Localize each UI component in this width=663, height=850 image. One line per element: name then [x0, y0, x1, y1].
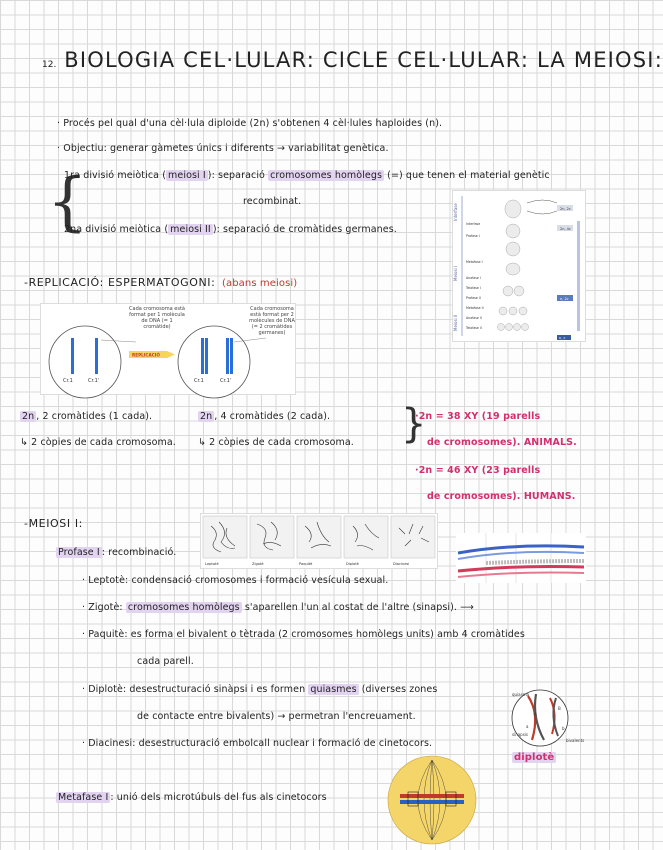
- definition-line: · Procés pel qual d'una cèl·lula diploide (2n) s'obtenen 4 cèl·lules haploides (n).: [57, 118, 443, 129]
- fig-label: sinapsis: [512, 732, 528, 737]
- stage-label: Diplotè: [346, 562, 359, 566]
- meiosis1-heading: -MEIOSI I:: [24, 517, 83, 530]
- synapsis-figure: [456, 533, 586, 583]
- stage-label: Leptotè: [205, 562, 219, 566]
- step-label: Telofase I: [466, 286, 481, 290]
- division1-line: 1ra divisió meiòtica ( meiosi I ): separació cromosomes homòlegs (=) que tenen el material genètic: [64, 170, 550, 181]
- stage-label: Paquitè: [299, 562, 313, 566]
- step-label: Anafase II: [466, 316, 482, 320]
- note-left-1: 2n , 2 cromàtides (1 cada).: [22, 411, 153, 422]
- fig-label: a: [526, 724, 529, 729]
- note-mid-2: ↳ 2 còpies de cada cromosoma.: [198, 437, 354, 448]
- chromosome-count-3: ·2n = 46 XY (23 parells: [415, 465, 541, 476]
- pachytene-line: · Paquitè: es forma el bivalent o tètrada (2 cromosomes homòlegs units) amb 4 cromàtides: [82, 629, 525, 640]
- caption-left: Cada cromosoma està format per 1 molècula de DNA (= 1 cromàtide): [129, 306, 185, 330]
- objective-line: · Objectiu: generar gàmetes únics i diferents → variabilitat genètica.: [57, 143, 389, 154]
- step-label: Anafase I: [466, 276, 481, 280]
- title-number: 12.: [42, 60, 57, 70]
- step-label: Profase I: [466, 234, 480, 238]
- caption-right: Cada cromosoma està format per 2 molècules de DNA (= 2 cromàtides germanes): [249, 306, 295, 336]
- step-label: Profase II: [466, 296, 481, 300]
- diplotene-cont: de contacte entre bivalents) → permetran l'encreuament.: [137, 711, 416, 722]
- fig-label: b: [562, 726, 565, 731]
- metaphase-svg: [384, 754, 480, 846]
- chromosome-count-1: ·2n = 38 XY (19 parells: [415, 411, 541, 422]
- diakinesis-line: · Diacinesi: desestructuració embolcall nuclear i formació de cinetocors.: [82, 738, 433, 749]
- diplotene-line: · Diplotè: desestructuració sinàpsi i es formen quiasmes (diverses zones: [82, 684, 438, 695]
- division1-cont: recombinat.: [243, 196, 302, 207]
- step-label: Metafase II: [466, 306, 484, 310]
- pachytene-cont: cada parell.: [137, 656, 194, 667]
- cr1-label: Cr.1: [194, 378, 204, 384]
- replication-heading: -REPLICACIÓ: ESPERMATOGONI:: [24, 276, 216, 289]
- division2-line: 2na divisió meiòtica ( meiosi II ): separació de cromàtides germanes.: [64, 224, 397, 235]
- meiosis-cycle-figure: [452, 190, 586, 342]
- prophase-stages-figure: [200, 513, 438, 569]
- stage-label: Zigotè: [252, 562, 264, 566]
- fig-label: quiasma: [512, 692, 530, 697]
- brace-right: }: [401, 401, 427, 447]
- step-label: Metafase I: [466, 260, 483, 264]
- note-left-2: ↳ 2 còpies de cada cromosoma.: [20, 437, 176, 448]
- note-mid-1: 2n , 4 cromàtides (2 cada).: [200, 411, 331, 422]
- fig-label: A: [534, 712, 537, 717]
- cycle-tag: n, 2c: [560, 297, 569, 301]
- chromosome-count-2: de cromosomes). ANIMALS.: [427, 437, 577, 448]
- fig-label: bivalents: [566, 738, 585, 743]
- zygotene-line: · Zigotè: cromosomes homòlegs s'aparellen l'un al costat de l'altre (sinapsi). ⟶: [82, 602, 474, 613]
- row-label-meiosi2: Meiosi II: [453, 314, 458, 331]
- prophase1-line: Profase I : recombinació.: [58, 547, 177, 558]
- stage-label: Diacinesi: [393, 562, 410, 566]
- replication-figure: [40, 303, 296, 395]
- cycle-tag: n, c: [559, 336, 566, 340]
- chromosome-mark: [71, 338, 74, 374]
- diplotene-caption: diplotè: [514, 752, 555, 763]
- step-label: Telofase II: [466, 326, 482, 330]
- cycle-tag: 2n, 2c: [560, 207, 571, 211]
- replication-arrow-label: REPLICACIÓ: [132, 352, 160, 358]
- cycle-tag: 2n, 4c: [560, 227, 571, 231]
- row-label-interfase: Interfase: [453, 203, 458, 221]
- metaphase1-line: Metafase I : unió dels microtúbuls del fus als cinetocors: [58, 792, 327, 803]
- chromosome-mark: [95, 338, 98, 374]
- prophase-stages-svg: [201, 514, 437, 568]
- row-label-meiosi1: Meiosi I: [453, 265, 458, 281]
- diplotene-figure: [492, 684, 588, 748]
- cr1p-label: Cr.1': [220, 378, 232, 384]
- brace-left: {: [47, 165, 88, 239]
- fig-label: B: [558, 706, 561, 711]
- leptotene-line: · Leptotè: condensació cromosomes i formació vesícula sexual.: [82, 575, 389, 586]
- cr1p-label: Cr.1': [88, 378, 100, 384]
- replication-note: (abans meiosi): [222, 278, 298, 289]
- diplotene-svg: [492, 684, 588, 748]
- title-text: BIOLOGIA CEL·LULAR: CICLE CEL·LULAR: LA MEIOSI:: [64, 48, 663, 72]
- step-label: Interfase: [466, 222, 481, 226]
- metaphase-figure: [384, 754, 480, 846]
- meiosis-cycle-svg: [453, 191, 585, 341]
- synapsis-svg: [456, 533, 586, 583]
- cr1-label: Cr.1: [63, 378, 73, 384]
- chromosome-count-4: de cromosomes). HUMANS.: [427, 491, 576, 502]
- page-title: [42, 48, 663, 72]
